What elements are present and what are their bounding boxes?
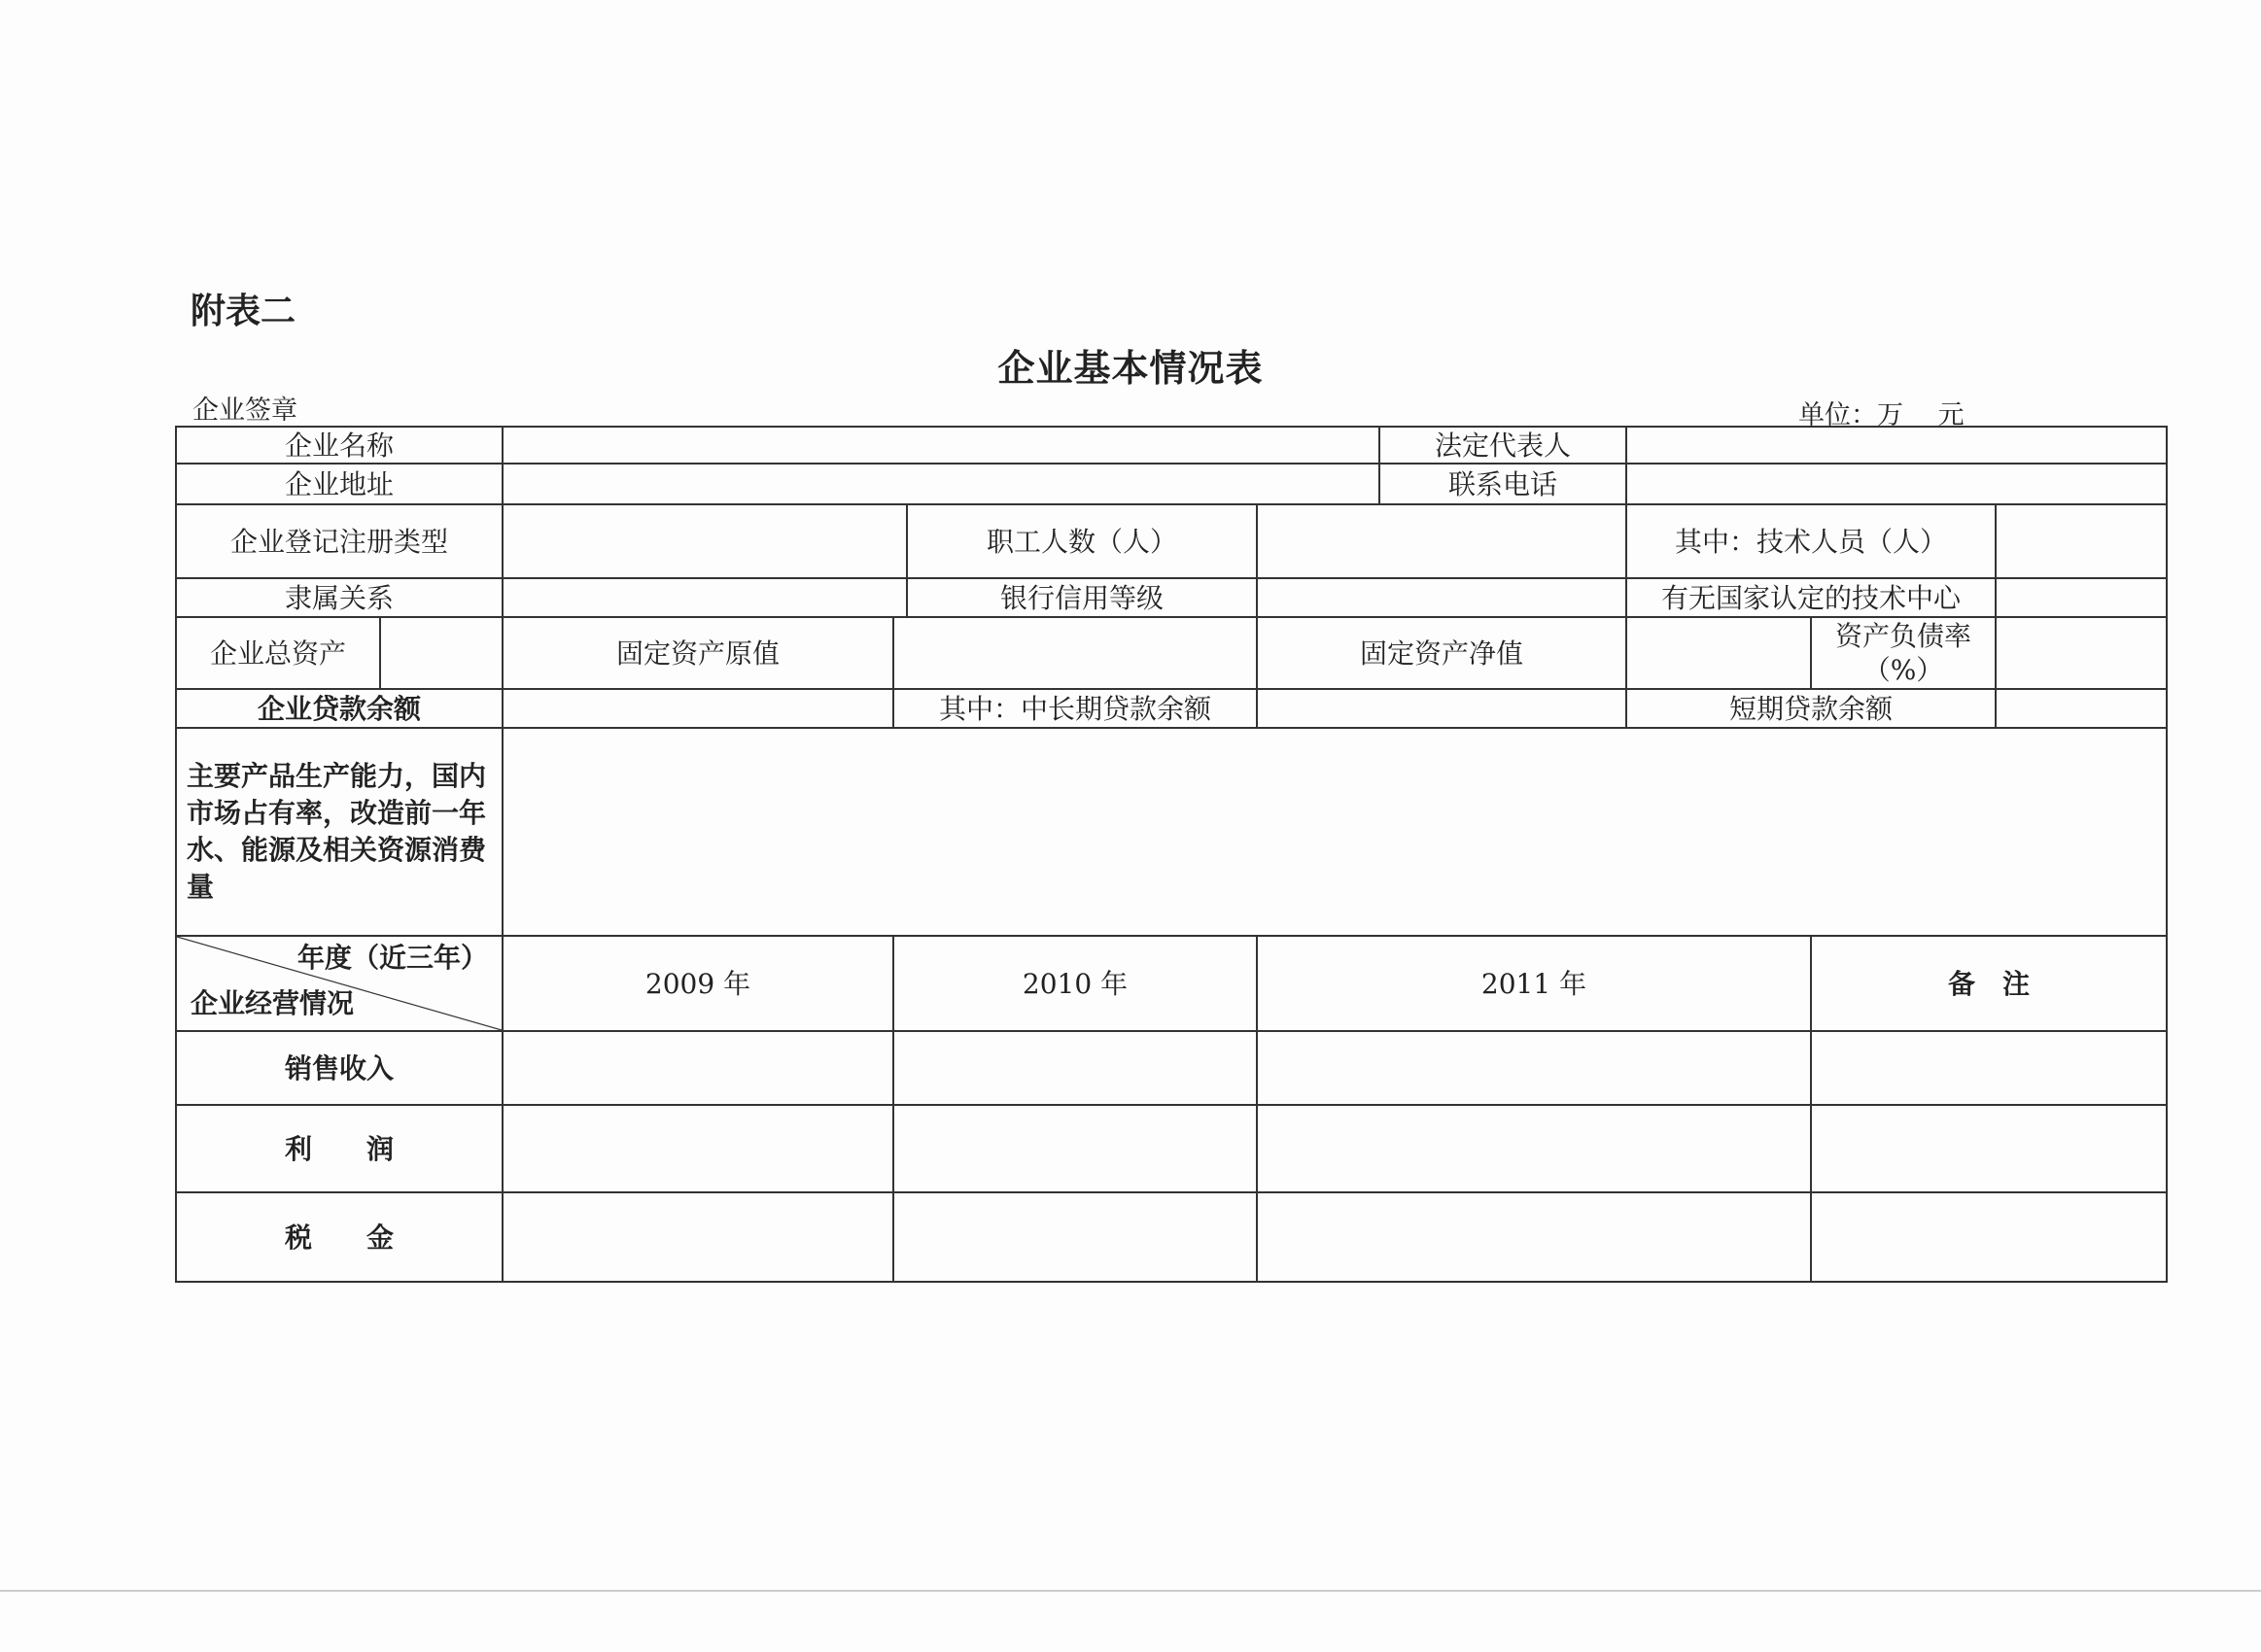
profit-2011[interactable] (1257, 1105, 1811, 1192)
diag-top-label: 年度（近三年） (297, 942, 489, 974)
scan-edge-line (0, 1590, 2261, 1592)
sales-2010[interactable] (893, 1031, 1257, 1105)
debt-ratio-label: 资产负债率（%） (1811, 617, 1996, 689)
form-title: 企业基本情况表 (997, 346, 1264, 390)
enterprise-info-table (175, 426, 2168, 1283)
legal-rep-value[interactable] (1626, 427, 2167, 464)
affiliation-value[interactable] (503, 578, 907, 617)
short-loan-label: 短期贷款余额 (1626, 689, 1996, 728)
fixed-original-value[interactable] (893, 617, 1257, 689)
products-value[interactable] (503, 728, 2167, 936)
total-assets-label: 企业总资产 (176, 617, 380, 689)
tax-2010[interactable] (893, 1192, 1257, 1282)
tax-2011[interactable] (1257, 1192, 1811, 1282)
company-name-value[interactable] (503, 427, 1379, 464)
short-loan-value[interactable] (1996, 689, 2167, 728)
unit-label: 单位：万 元 (1798, 400, 1965, 430)
long-loan-label: 其中：中长期贷款余额 (893, 689, 1257, 728)
affiliation-label: 隶属关系 (176, 578, 503, 617)
tax-remarks[interactable] (1811, 1192, 2167, 1282)
tech-staff-label: 其中：技术人员（人） (1626, 504, 1996, 578)
fixed-original-label: 固定资产原值 (503, 617, 893, 689)
annex-label: 附表二 (191, 291, 296, 331)
legal-rep-label: 法定代表人 (1379, 427, 1626, 464)
debt-ratio-value[interactable] (1996, 617, 2167, 689)
products-label: 主要产品生产能力，国内市场占有率，改造前一年水、能源及相关资源消费量 (176, 728, 503, 936)
phone-value[interactable] (1626, 464, 2167, 504)
tax-label: 税 金 (176, 1192, 503, 1282)
profit-remarks[interactable] (1811, 1105, 2167, 1192)
tax-2009[interactable] (503, 1192, 893, 1282)
address-label: 企业地址 (176, 464, 503, 504)
profit-2010[interactable] (893, 1105, 1257, 1192)
year-2009-header: 2009 年 (503, 936, 893, 1031)
profit-2009[interactable] (503, 1105, 893, 1192)
remarks-header: 备 注 (1811, 936, 2167, 1031)
address-value[interactable] (503, 464, 1379, 504)
year-2010-header: 2010 年 (893, 936, 1257, 1031)
company-name-label: 企业名称 (176, 427, 503, 464)
profit-label: 利 润 (176, 1105, 503, 1192)
seal-label: 企业签章 (192, 396, 297, 426)
phone-label: 联系电话 (1379, 464, 1626, 504)
sales-label: 销售收入 (176, 1031, 503, 1105)
loan-balance-label: 企业贷款余额 (176, 689, 503, 728)
employees-value[interactable] (1257, 504, 1626, 578)
sales-remarks[interactable] (1811, 1031, 2167, 1105)
bank-credit-label: 银行信用等级 (907, 578, 1257, 617)
reg-type-value[interactable] (503, 504, 907, 578)
tech-center-value[interactable] (1996, 578, 2167, 617)
bank-credit-value[interactable] (1257, 578, 1626, 617)
year-header-diagonal (176, 936, 503, 1031)
total-assets-value[interactable] (380, 617, 503, 689)
diag-bottom-label: 企业经营情况 (191, 987, 355, 1019)
tech-staff-value[interactable] (1996, 504, 2167, 578)
loan-balance-value[interactable] (503, 689, 893, 728)
year-2011-header: 2011 年 (1257, 936, 1811, 1031)
reg-type-label: 企业登记注册类型 (176, 504, 503, 578)
sales-2011[interactable] (1257, 1031, 1811, 1105)
employees-label: 职工人数（人） (907, 504, 1257, 578)
fixed-net-value[interactable] (1626, 617, 1811, 689)
tech-center-label: 有无国家认定的技术中心 (1626, 578, 1996, 617)
fixed-net-label: 固定资产净值 (1257, 617, 1626, 689)
sales-2009[interactable] (503, 1031, 893, 1105)
long-loan-value[interactable] (1257, 689, 1626, 728)
